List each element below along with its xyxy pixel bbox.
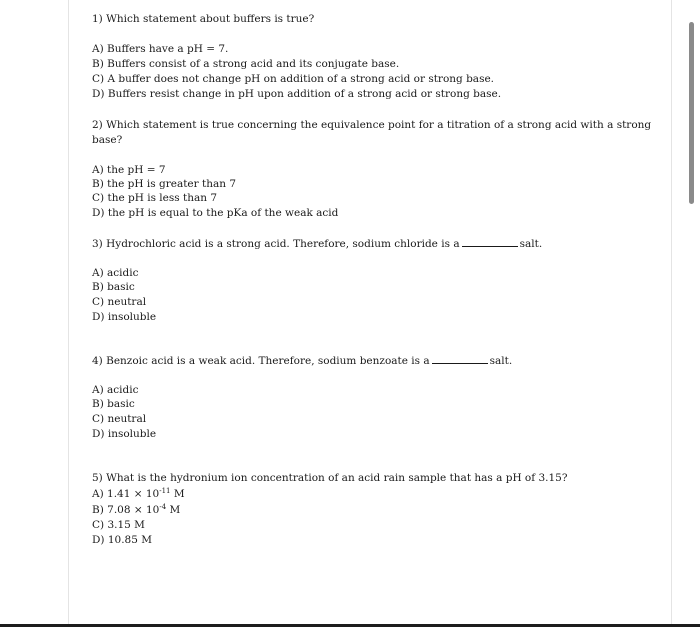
question-2-option-c: C) the pH is less than 7: [92, 192, 218, 204]
question-5-option-b-base: B) 7.08 × 10: [92, 504, 160, 516]
question-5-option-a: [92, 487, 185, 501]
question-5-option-d: D) 10.85 M: [92, 534, 153, 546]
question-2-stem-line-2: base?: [92, 134, 123, 146]
question-3-stem-suffix: salt.: [519, 238, 543, 250]
question-3-answer-blank: [462, 236, 518, 247]
question-1-stem: 1) Which statement about buffers is true?: [92, 13, 315, 25]
question-5-option-b: [92, 503, 180, 517]
page-border-right: [671, 0, 672, 627]
question-4-option-b: B) basic: [92, 398, 135, 410]
question-4-stem-text: 4) Benzoic acid is a weak acid. Therefore, sodium benzoate is a: [92, 355, 430, 367]
question-2-option-b: B) the pH is greater than 7: [92, 178, 237, 190]
question-3-option-b: B) basic: [92, 281, 135, 293]
question-2-option-d: D) the pH is equal to the pKa of the weak acid: [92, 207, 339, 219]
question-1-option-c: C) A buffer does not change pH on addition of a strong acid or strong base.: [92, 73, 495, 85]
question-2-stem-line-1: 2) Which statement is true concerning the equivalence point for a titration of a strong acid with a strong: [92, 119, 652, 131]
question-5-option-a-exponent: -11: [159, 487, 171, 495]
question-3-option-a: A) acidic: [92, 267, 139, 279]
question-1-option-b: B) Buffers consist of a strong acid and its conjugate base.: [92, 58, 400, 70]
question-1-option-d: D) Buffers resist change in pH upon addition of a strong acid or strong base.: [92, 88, 502, 100]
question-3-stem-text: 3) Hydrochloric acid is a strong acid. Therefore, sodium chloride is a: [92, 238, 460, 250]
question-4-option-a: A) acidic: [92, 384, 139, 396]
question-5-option-b-exponent: -4: [159, 503, 167, 511]
question-5-stem: 5) What is the hydronium ion concentration of an acid rain sample that has a pH of 3.15?: [92, 472, 568, 484]
question-4-option-d: D) insoluble: [92, 428, 157, 440]
question-4-stem-suffix: salt.: [489, 355, 513, 367]
question-3-stem: [92, 236, 542, 251]
question-4-stem: [92, 353, 512, 368]
question-3-option-c: C) neutral: [92, 296, 147, 308]
question-4-option-c: C) neutral: [92, 413, 147, 425]
question-5-option-a-base: A) 1.41 × 10: [92, 488, 160, 500]
scrollbar-thumb[interactable]: [689, 22, 694, 204]
question-5-option-c: C) 3.15 M: [92, 519, 145, 531]
question-5-option-b-unit: M: [166, 504, 181, 516]
question-5-option-a-unit: M: [170, 488, 185, 500]
question-4-answer-blank: [432, 353, 488, 364]
page-border-left: [68, 0, 69, 627]
question-3-option-d: D) insoluble: [92, 311, 157, 323]
question-2-option-a: A) the pH = 7: [92, 164, 166, 176]
question-1-option-a: A) Buffers have a pH = 7.: [92, 43, 229, 55]
